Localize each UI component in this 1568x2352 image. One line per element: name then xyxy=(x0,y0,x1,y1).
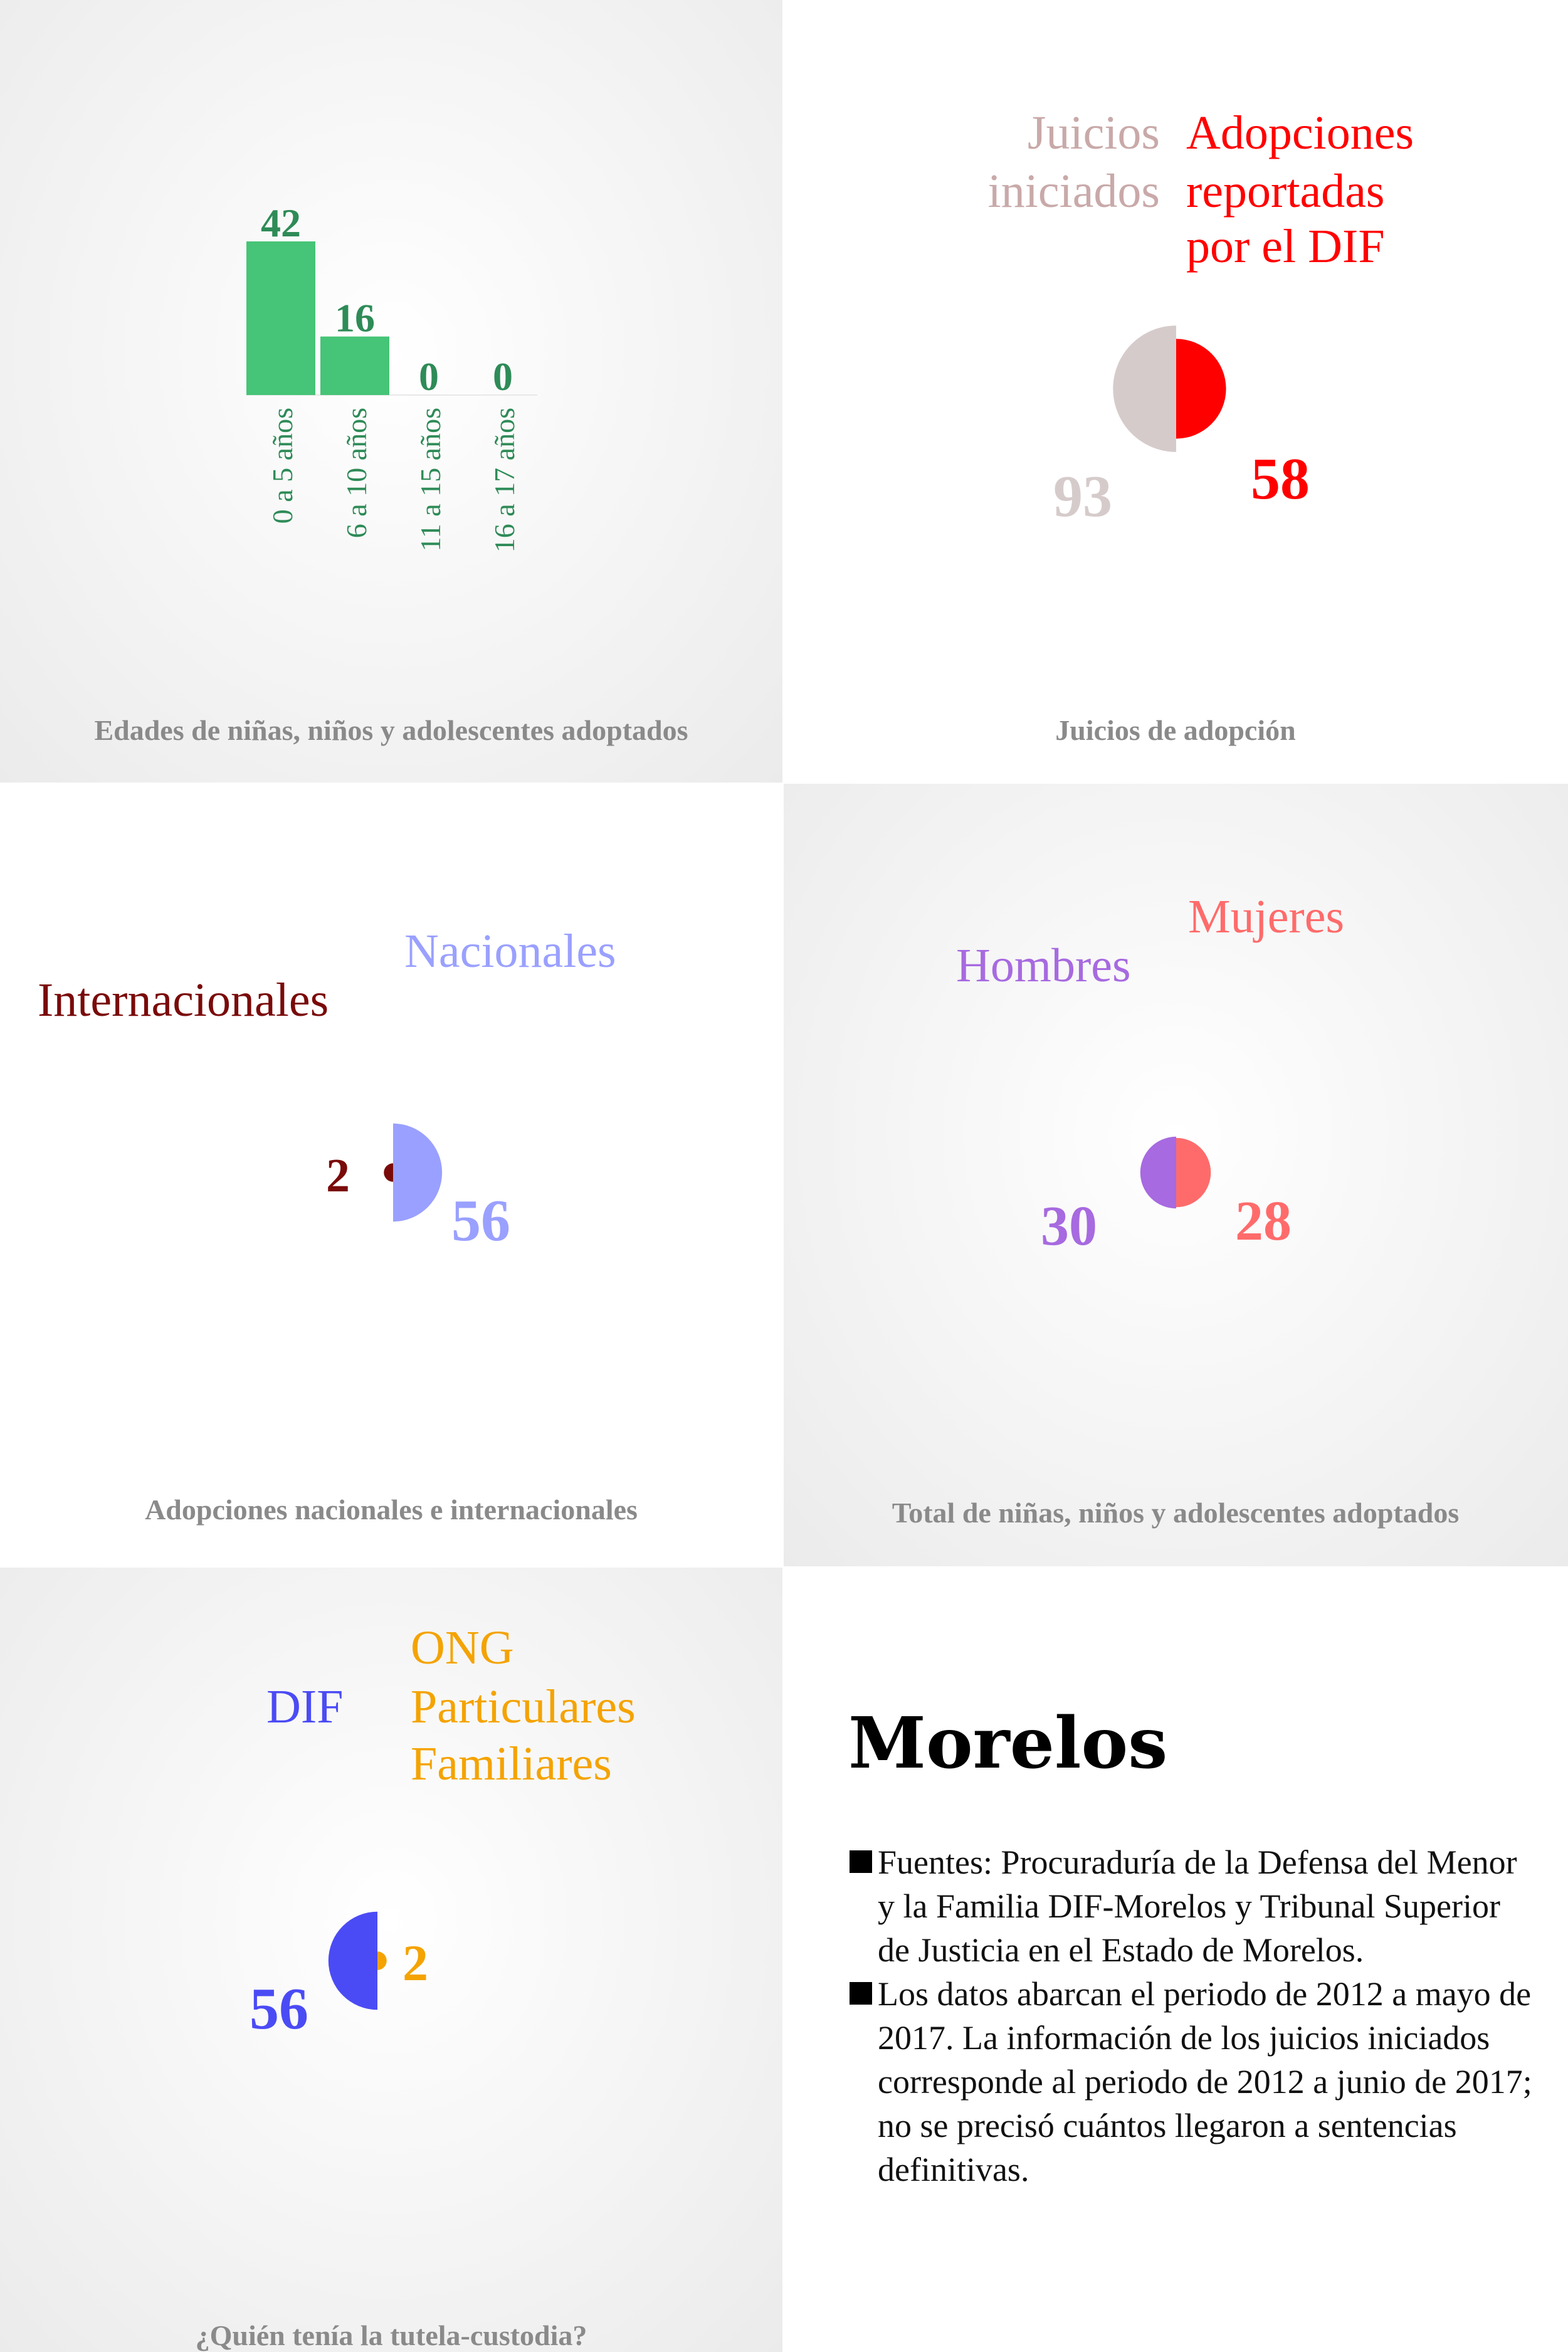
origin-panel xyxy=(0,784,782,1566)
square-bullet-icon xyxy=(850,1850,872,1873)
bar xyxy=(320,337,389,395)
sex-chart xyxy=(784,784,1568,1566)
familiares-label: Familiares xyxy=(411,1738,612,1790)
origin-chart xyxy=(0,784,782,1566)
category-tick-label: 6 a 10 años xyxy=(340,408,372,539)
other-custody-half-circle xyxy=(377,1951,387,1970)
bar-value-label: 0 xyxy=(419,354,439,399)
note-sources xyxy=(850,1840,1533,1972)
nacionales-label: Nacionales xyxy=(404,925,616,978)
bar xyxy=(246,241,315,395)
dif-custody-half-circle xyxy=(329,1912,377,2010)
custody-chart xyxy=(0,1568,782,2352)
other-custody-value-label: 2 xyxy=(403,1934,428,1991)
ages-panel xyxy=(0,0,782,783)
category-tick-label: 11 a 15 años xyxy=(414,408,446,552)
juicios-half-circle xyxy=(1113,325,1176,452)
category-tick-label: 16 a 17 años xyxy=(488,408,520,553)
sex-caption: Total de niñas, niños y adolescentes adoptados xyxy=(892,1497,1460,1529)
juicios-label-line2: iniciados xyxy=(987,165,1160,218)
hombres-half-circle xyxy=(1140,1137,1176,1208)
note-sources-text: Fuentes: Procuraduría de la Defensa del Menor y la Familia DIF-Morelos y Tribunal Superior de Justicia en el Estado de Morelos. xyxy=(878,1843,1517,1969)
judgments-caption: Juicios de adopción xyxy=(1055,714,1296,746)
internacionales-half-circle xyxy=(384,1163,393,1182)
particulares-label: Particulares xyxy=(411,1680,636,1733)
note-period-text: Los datos abarcan el periodo de 2012 a mayo de 2017. La información de los juicios iniciados corresponde al periodo de 2012 a junio de 2017; no se precisó cuántos llegaron a sentencias definitivas. xyxy=(878,1975,1532,2188)
judgments-chart xyxy=(784,0,1568,783)
hombres-label: Hombres xyxy=(956,939,1131,992)
page-title: Morelos xyxy=(848,1702,1168,1785)
square-bullet-icon xyxy=(850,1982,872,2005)
mujeres-value-label: 28 xyxy=(1235,1190,1292,1252)
nacionales-value-label: 56 xyxy=(451,1188,510,1253)
mujeres-half-circle xyxy=(1176,1138,1211,1208)
internacionales-label: Internacionales xyxy=(38,974,329,1026)
sex-panel xyxy=(784,784,1568,1566)
nacionales-half-circle xyxy=(393,1124,442,1221)
note-period xyxy=(850,1972,1533,2191)
dif-value-label: 58 xyxy=(1251,446,1310,512)
dif-custody-label: DIF xyxy=(266,1680,344,1733)
dif-half-circle xyxy=(1176,339,1226,438)
ages-bar-chart xyxy=(0,0,782,783)
hombres-value-label: 30 xyxy=(1041,1195,1097,1257)
bar-value-label: 42 xyxy=(261,201,301,245)
juicios-label-line1: Juicios xyxy=(1027,107,1160,159)
category-tick-label: 0 a 5 años xyxy=(266,408,298,524)
mujeres-label: Mujeres xyxy=(1188,890,1345,943)
custody-caption: ¿Quién tenía la tutela-custodia? xyxy=(195,2319,587,2351)
ages-caption: Edades de niñas, niños y adolescentes adoptados xyxy=(94,714,688,746)
bar-value-label: 0 xyxy=(493,354,513,399)
custody-panel xyxy=(0,1568,782,2352)
judgments-panel xyxy=(784,0,1568,783)
bar-value-label: 16 xyxy=(335,295,375,340)
origin-caption: Adopciones nacionales e internacionales xyxy=(145,1494,638,1526)
dif-label-line1: Adopciones xyxy=(1186,107,1414,159)
dif-label-line2: reportadas xyxy=(1186,165,1385,218)
juicios-value-label: 93 xyxy=(1053,464,1112,529)
dif-custody-value-label: 56 xyxy=(250,1976,308,2042)
ong-label: ONG xyxy=(411,1622,514,1674)
internacionales-value-label: 2 xyxy=(326,1149,350,1202)
dif-label-line3: por el DIF xyxy=(1186,220,1385,273)
notes xyxy=(850,1840,1533,2191)
